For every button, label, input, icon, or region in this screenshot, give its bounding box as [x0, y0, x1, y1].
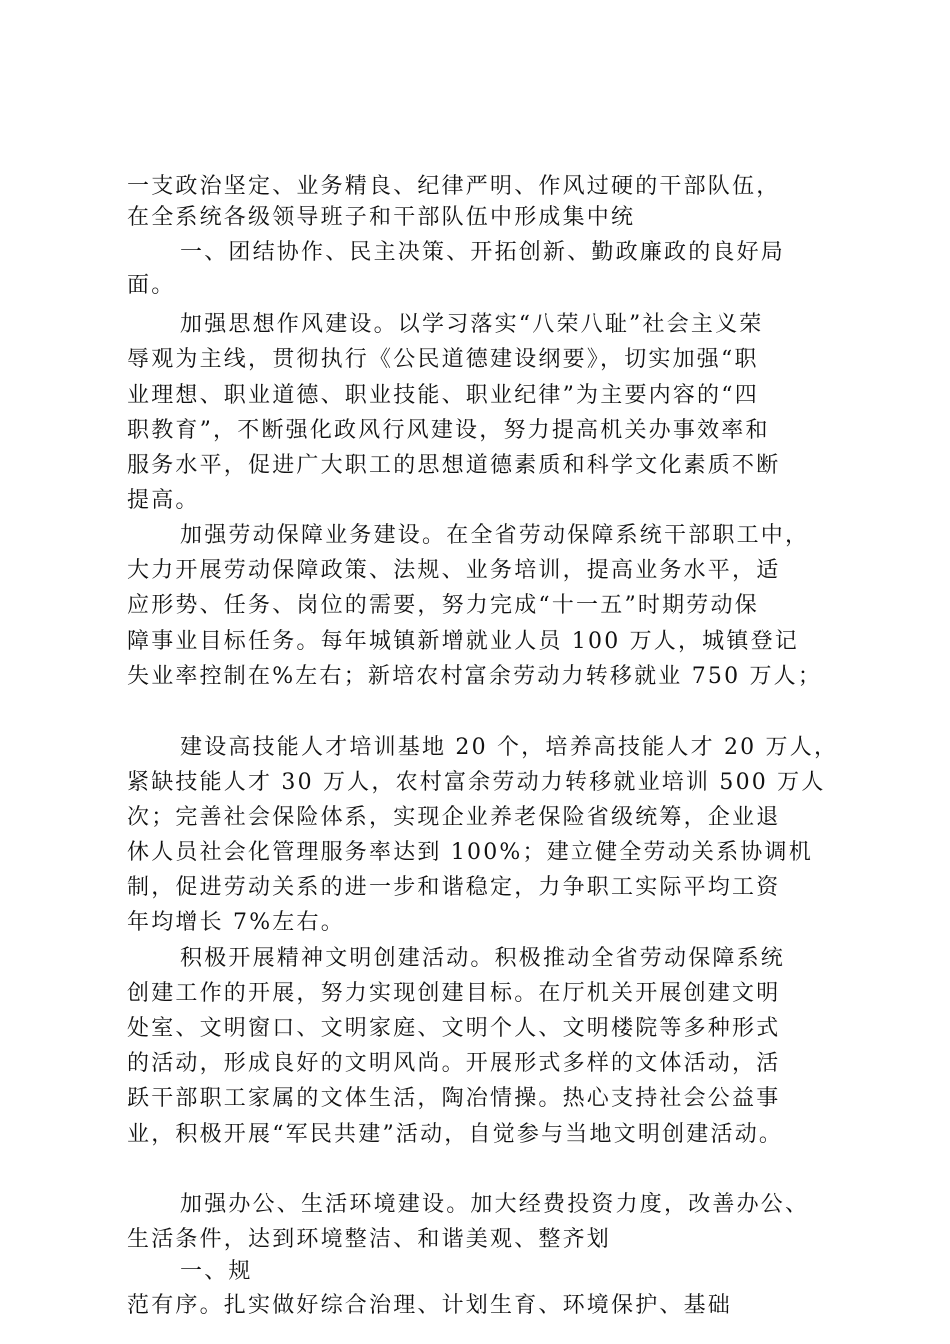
- text-line: 次；完善社会保险体系，实现企业养老保险省级统筹，企业退: [127, 805, 781, 830]
- text-line: 跃干部职工家属的文体生活，陶冶情操。热心支持社会公益事: [127, 1086, 781, 1111]
- text-line: 服务水平，促进广大职工的思想道德素质和科学文化素质不断: [127, 453, 781, 478]
- paragraph-start: 建设高技能人才培训基地 20 个，培养高技能人才 20 万人，: [180, 735, 839, 760]
- text-line: 业，积极开展“军民共建”活动，自觉参与当地文明创建活动。: [127, 1122, 784, 1147]
- text-line: 生活条件，达到环境整洁、和谐美观、整齐划: [127, 1227, 612, 1252]
- text-line: 辱观为主线，贯彻执行《公民道德建设纲要》，切实加强“职: [127, 347, 759, 372]
- text-line: 一、团结协作、民主决策、开拓创新、勤政廉政的良好局: [180, 240, 786, 265]
- paragraph-start: 加强办公、生活环境建设。加大经费投资力度，改善办公、: [180, 1192, 810, 1217]
- text-line: 业理想、职业道德、职业技能、职业纪律”为主要内容的“四: [127, 383, 759, 408]
- text-line: 提高。: [127, 488, 200, 513]
- text-line: 创建工作的开展，努力实现创建目标。在厅机关开展创建文明: [127, 981, 781, 1006]
- text-line: 的活动，形成良好的文明风尚。开展形式多样的文体活动，活: [127, 1051, 781, 1076]
- text-line: 年均增长 7%左右。: [127, 910, 345, 935]
- text-line: 一支政治坚定、业务精良、纪律严明、作风过硬的干部队伍，: [127, 174, 781, 199]
- text-line: 应形势、任务、岗位的需要，努力完成“十一五”时期劳动保: [127, 593, 759, 618]
- text-line: 面。: [127, 273, 176, 298]
- text-line: 紧缺技能人才 30 万人，农村富余劳动力转移就业培训 500 万人: [127, 770, 826, 795]
- paragraph-start: 加强思想作风建设。以学习落实“八荣八耻”社会主义荣: [180, 312, 764, 337]
- text-line: 职教育”，不断强化政风行风建设，努力提高机关办事效率和: [127, 418, 770, 443]
- text-line: 在全系统各级领导班子和干部队伍中形成集中统: [127, 205, 636, 230]
- text-line: 处室、文明窗口、文明家庭、文明个人、文明楼院等多种形式: [127, 1016, 781, 1041]
- text-line: 失业率控制在%左右；新培农村富余劳动力转移就业 750 万人；: [127, 664, 823, 689]
- paragraph-start: 加强劳动保障业务建设。在全省劳动保障系统干部职工中，: [180, 523, 810, 548]
- text-line: 大力开展劳动保障政策、法规、业务培训，提高业务水平，适: [127, 558, 781, 583]
- text-line: 制，促进劳动关系的进一步和谐稳定，力争职工实际平均工资: [127, 875, 781, 900]
- text-line: 障事业目标任务。每年城镇新增就业人员 100 万人，城镇登记: [127, 629, 799, 654]
- text-line: 一、规: [180, 1259, 253, 1284]
- text-line: 范有序。扎实做好综合治理、计划生育、环境保护、基础: [127, 1293, 733, 1318]
- paragraph-start: 积极开展精神文明创建活动。积极推动全省劳动保障系统: [180, 946, 786, 971]
- text-line: 休人员社会化管理服务率达到 100%；建立健全劳动关系协调机: [127, 840, 813, 865]
